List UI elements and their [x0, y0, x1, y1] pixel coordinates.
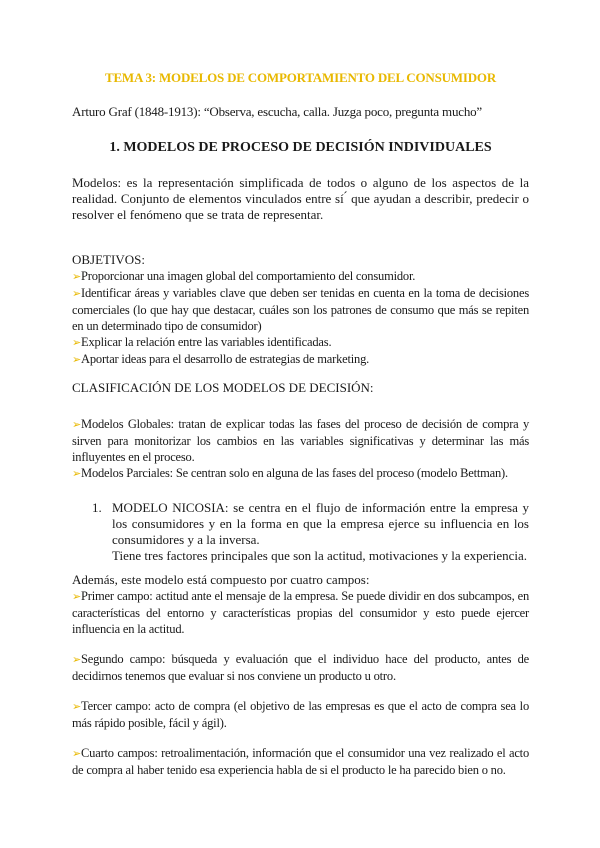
arrow-bullet-icon: ➢ — [72, 701, 82, 713]
arrow-bullet-icon: ➢ — [72, 337, 82, 349]
arrow-bullet-icon: ➢ — [72, 354, 82, 366]
models-definition: Modelos: es la representación simplificada de todos o alguno de los aspectos de la realidad. Conjunto de elementos vinculados entre sí ́ que ayudan a describir, predecir o resolver el fenómeno que se trata de representar. — [72, 175, 529, 222]
arrow-bullet-icon: ➢ — [72, 591, 82, 603]
objectives-list — [72, 268, 529, 368]
list-item: ➢Modelos Globales: tratan de explicar todas las fases del proceso de decisión de compra y sirven para monitorizar los cambios en las variables significativas y determinar las más influyentes en el proceso. — [72, 417, 529, 464]
list-item: ➢Cuarto campos: retroalimentación, información que el consumidor una vez realizado el acto de compra al haber tenido esa experiencia habla de si el producto le ha parecido bien o no. — [72, 746, 529, 777]
list-item: ➢Proporcionar una imagen global del comportamiento del consumidor. — [72, 269, 416, 283]
objectives-label: OBJETIVOS: — [72, 252, 145, 267]
arrow-bullet-icon: ➢ — [72, 419, 82, 431]
arrow-bullet-icon: ➢ — [72, 271, 82, 283]
nicosia-factors: Tiene tres factores principales que son la actitud, motivaciones y la experiencia. — [112, 548, 528, 563]
document-page — [72, 70, 529, 778]
section-heading: 1. MODELOS DE PROCESO DE DECISIÓN INDIVIDUALES — [109, 140, 492, 155]
list-item: ➢Identificar áreas y variables clave que deben ser tenidas en cuenta en la toma de decisiones comerciales (lo que hay que destacar, cuáles son los patrones de consumo que más se repiten en un determinado tipo de consumidor) — [72, 286, 529, 333]
quote: Arturo Graf (1848-1913): “Observa, escucha, calla. Juzga poco, pregunta mucho” — [72, 104, 482, 119]
document-title: TEMA 3: MODELOS DE COMPORTAMIENTO DEL CONSUMIDOR — [104, 70, 497, 85]
list-item: ➢Tercer campo: acto de compra (el objetivo de las empresas es que el acto de compra sea lo más rápido posible, fácil y ágil). — [72, 699, 529, 730]
arrow-bullet-icon: ➢ — [72, 288, 82, 300]
list-item: ➢Segundo campo: búsqueda y evaluación que el individuo hace del producto, antes de decidirnos tenemos que evaluar si nos conviene un producto u otro. — [72, 652, 529, 683]
classification-label: CLASIFICACIÓN DE LOS MODELOS DE DECISIÓN: — [72, 380, 374, 395]
numbered-item-nicosia — [92, 500, 529, 548]
arrow-bullet-icon: ➢ — [72, 654, 82, 666]
arrow-bullet-icon: ➢ — [72, 748, 82, 760]
arrow-bullet-icon: ➢ — [72, 468, 82, 480]
list-item: ➢Aportar ideas para el desarrollo de estrategias de marketing. — [72, 352, 370, 366]
fields-intro: Además, este modelo está compuesto por cuatro campos: — [72, 572, 370, 587]
nicosia-text: MODELO NICOSIA: se centra en el flujo de información entre la empresa y los consumidores y en la forma en que la empresa ejerce su influencia en los consumidores y a la inversa. — [112, 500, 529, 547]
fields-list — [72, 588, 529, 778]
list-item: ➢Primer campo: actitud ante el mensaje de la empresa. Se puede dividir en dos subcampos, en características del entorno y características propias del consumidor y esto puede ejercer influencia en la actitud. — [72, 589, 529, 636]
list-item: ➢Modelos Parciales: Se centran solo en alguna de las fases del proceso (modelo Bettman). — [72, 466, 508, 480]
classification-list — [72, 416, 529, 482]
item-number: 1. — [92, 500, 102, 515]
list-item: ➢Explicar la relación entre las variables identificadas. — [72, 335, 332, 349]
